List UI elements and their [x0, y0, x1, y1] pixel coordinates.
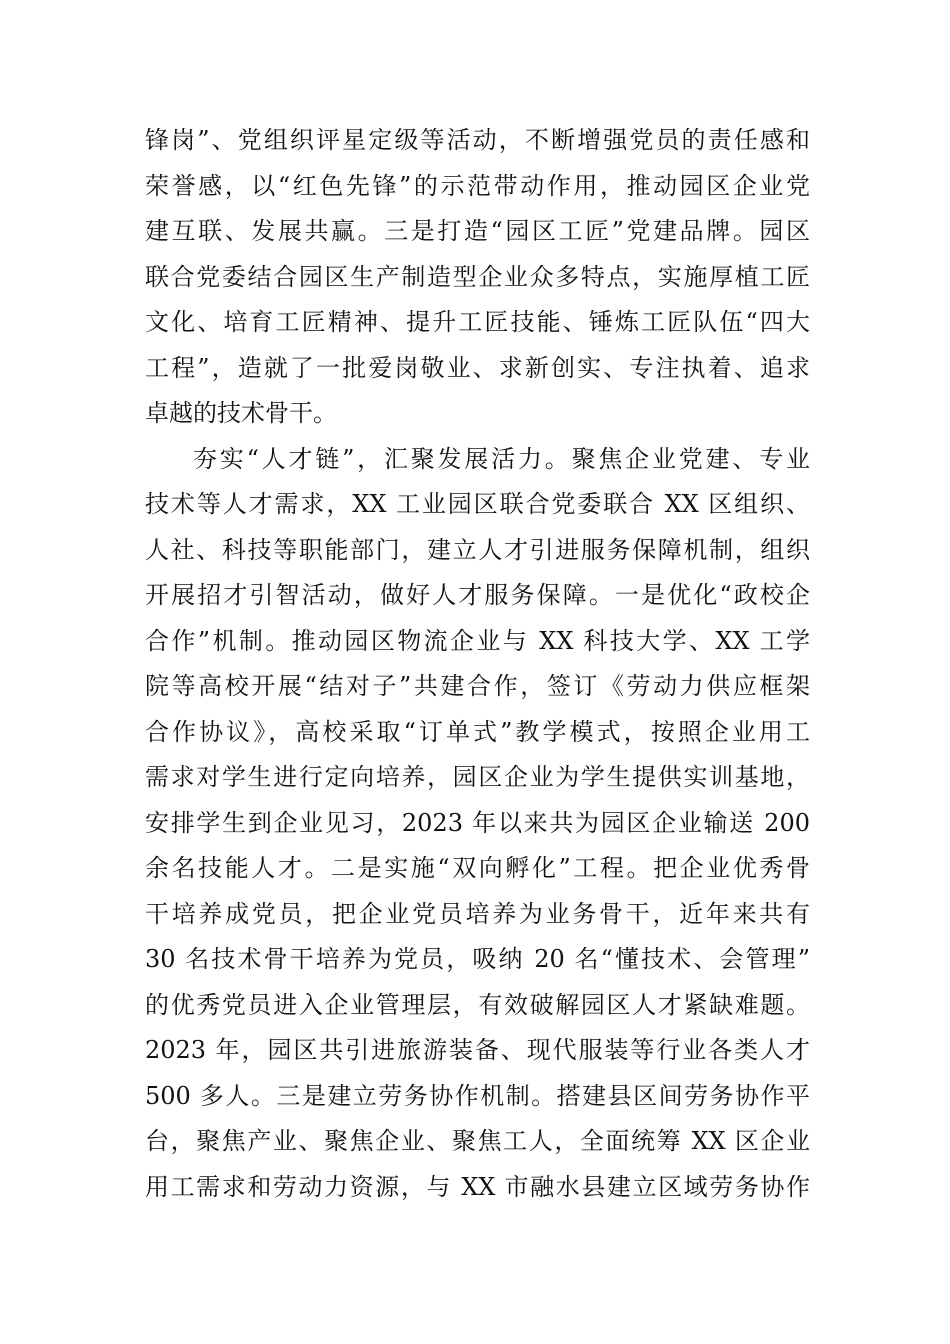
text-line: 合作”机制。推动园区物流企业与 XX 科技大学、XX 工学 — [145, 626, 810, 655]
text-line: 院等高校开展“结对子”共建合作，签订《劳动力供应框架 — [145, 672, 810, 700]
text-line: 500 多人。三是建立劳务协作机制。搭建县区间劳务协作平 — [145, 1081, 810, 1110]
text-line: 人社、科技等职能部门，建立人才引进服务保障机制，组织 — [145, 535, 810, 564]
text-line: 技术等人才需求，XX 工业园区联合党委联合 XX 区组织、 — [145, 490, 810, 518]
text-line: 的优秀党员进入企业管理层，有效破解园区人才紧缺难题。 — [145, 990, 810, 1019]
text-line: 干培养成党员，把企业党员培养为业务骨干，近年来共有 — [145, 899, 810, 928]
text-line: 用工需求和劳动力资源，与 XX 市融水县建立区域劳务协作 — [145, 1172, 810, 1201]
text-line: 2023 年，园区共引进旅游装备、现代服装等行业各类人才 — [145, 1036, 810, 1064]
text-line: 需求对学生进行定向培养，园区企业为学生提供实训基地， — [145, 763, 810, 791]
text-line: 卓越的技术骨干。 — [145, 399, 337, 427]
text-line: 开展招才引智活动，做好人才服务保障。一是优化“政校企 — [145, 581, 810, 609]
text-line: 台，聚焦产业、聚焦企业、聚焦工人，全面统筹 XX 区企业 — [145, 1127, 810, 1155]
text-line: 合作协议》，高校采取“订单式”教学模式，按照企业用工 — [145, 717, 810, 746]
text-line: 建互联、发展共赢。三是打造“园区工匠”党建品牌。园区 — [145, 217, 810, 245]
text-line: 文化、培育工匠精神、提升工匠技能、锤炼工匠队伍“四大 — [145, 308, 810, 336]
text-line: 联合党委结合园区生产制造型企业众多特点，实施厚植工匠 — [145, 262, 810, 291]
text-line: 30 名技术骨干培养为党员，吸纳 20 名“懂技术、会管理” — [145, 945, 810, 973]
body-text — [145, 118, 810, 1210]
text-line: 荣誉感，以“红色先锋”的示范带动作用，推动园区企业党 — [145, 171, 810, 200]
text-line: 安排学生到企业见习，2023 年以来共为园区企业输送 200 — [145, 808, 810, 837]
text-line: 工程”，造就了一批爱岗敬业、求新创实、专注执着、追求 — [145, 353, 810, 382]
paragraph-first-line: 夯实“人才链”，汇聚发展活力。聚焦企业党建、专业 — [193, 444, 810, 473]
text-line: 锋岗”、党组织评星定级等活动，不断增强党员的责任感和 — [145, 126, 810, 154]
text-line: 余名技能人才。二是实施“双向孵化”工程。把企业优秀骨 — [145, 854, 810, 882]
